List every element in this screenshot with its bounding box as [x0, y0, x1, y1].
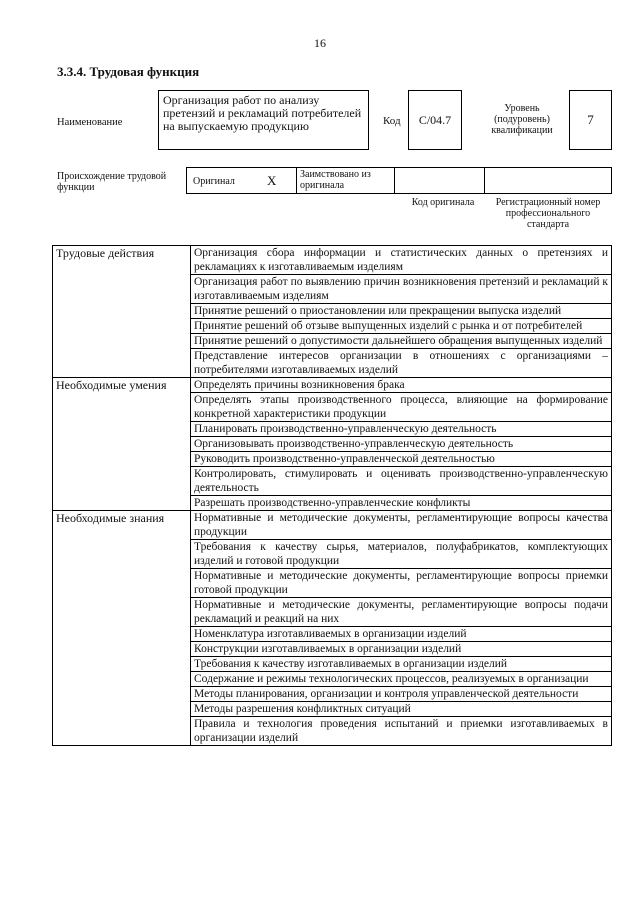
reg-number-label: Регистрационный номер профессионального стандарта — [495, 197, 601, 230]
section-title: Необходимые умения — [53, 378, 191, 511]
section-item: Контролировать, стимулировать и оценивать производственно-управленческую деятельность — [191, 467, 612, 496]
function-code-box: C/04.7 — [408, 90, 462, 150]
page-number: 16 — [314, 36, 326, 50]
section-item: Требования к качеству изготавливаемых в организации изделий — [191, 657, 612, 672]
borrowed-cell — [297, 168, 395, 193]
section-item: Методы разрешения конфликтных ситуаций — [191, 702, 612, 717]
section-item: Принятие решений о допустимости дальнейшего обращения выпущенных изделий — [191, 334, 612, 349]
section-item: Нормативные и методические документы, регламентирующие вопросы приемки готовой продукции — [191, 569, 612, 598]
origin-table — [186, 167, 612, 194]
section-item: Номенклатура изготавливаемых в организации изделий — [191, 627, 612, 642]
section-item: Планировать производственно-управленческую деятельность — [191, 422, 612, 437]
section-item: Определять причины возникновения брака — [191, 378, 612, 393]
section-item: Нормативные и методические документы, регламентирующие вопросы качества продукции — [191, 511, 612, 540]
section-item: Организация работ по выявлению причин возникновения претензий и рекламаций к изготавливаемым изделиям — [191, 275, 612, 304]
section-item: Принятие решений о приостановлении или прекращении выпуска изделий — [191, 304, 612, 319]
section-item: Конструкции изготавливаемых в организации изделий — [191, 642, 612, 657]
section-title: Трудовые действия — [53, 246, 191, 378]
section-heading: 3.3.4. Трудовая функция — [57, 64, 200, 79]
original-mark: X — [267, 173, 277, 188]
original-code-cell — [395, 168, 485, 193]
table-row — [53, 511, 612, 540]
section-item: Содержание и режимы технологических процессов, реализуемых в организации — [191, 672, 612, 687]
original-cell — [187, 168, 297, 193]
section-item: Руководить производственно-управленческой деятельностью — [191, 452, 612, 467]
table-row — [53, 378, 612, 393]
section-item: Принятие решений об отзыве выпущенных изделий с рынка и от потребителей — [191, 319, 612, 334]
table-row — [53, 246, 612, 275]
reg-number-cell — [485, 168, 611, 193]
origin-label: Происхождение трудовой функции — [57, 171, 167, 193]
borrowed-label: Заимствовано из оригинала — [300, 169, 371, 191]
section-item: Нормативные и методические документы, регламентирующие вопросы подачи рекламаций и реакций на них — [191, 598, 612, 627]
section-item: Разрешать производственно-управленческие конфликты — [191, 496, 612, 511]
section-item: Организовывать производственно-управленческую деятельность — [191, 437, 612, 452]
function-name-box: Организация работ по анализу претензий и рекламаций потребителей на выпускаемую продукцию — [158, 90, 369, 150]
section-item: Правила и технология проведения испытаний и приемки изготавливаемых в организации изделий — [191, 717, 612, 746]
original-label: Оригинал — [193, 176, 235, 187]
level-label: Уровень (подуровень) квалификации — [491, 103, 553, 136]
section-item: Представление интересов организации в отношениях с организациями – потребителями изготавливаемых изделий — [191, 349, 612, 378]
name-label: Наименование — [57, 117, 123, 128]
section-item: Требования к качеству сырья, материалов, полуфабрикатов, комплектующих изделий и готовой продукции — [191, 540, 612, 569]
original-code-label: Код оригинала — [411, 197, 475, 208]
section-item: Определять этапы производственного процесса, влияющие на формирование конкретной характеристики продукции — [191, 393, 612, 422]
section-title: Необходимые знания — [53, 511, 191, 746]
qualification-level-box: 7 — [569, 90, 612, 150]
section-item: Организация сбора информации и статистических данных о претензиях и рекламациях к изготавливаемым изделиям — [191, 246, 612, 275]
section-item: Методы планирования, организации и контроля управленческой деятельности — [191, 687, 612, 702]
code-label: Код — [383, 115, 401, 127]
competency-table — [52, 245, 612, 746]
